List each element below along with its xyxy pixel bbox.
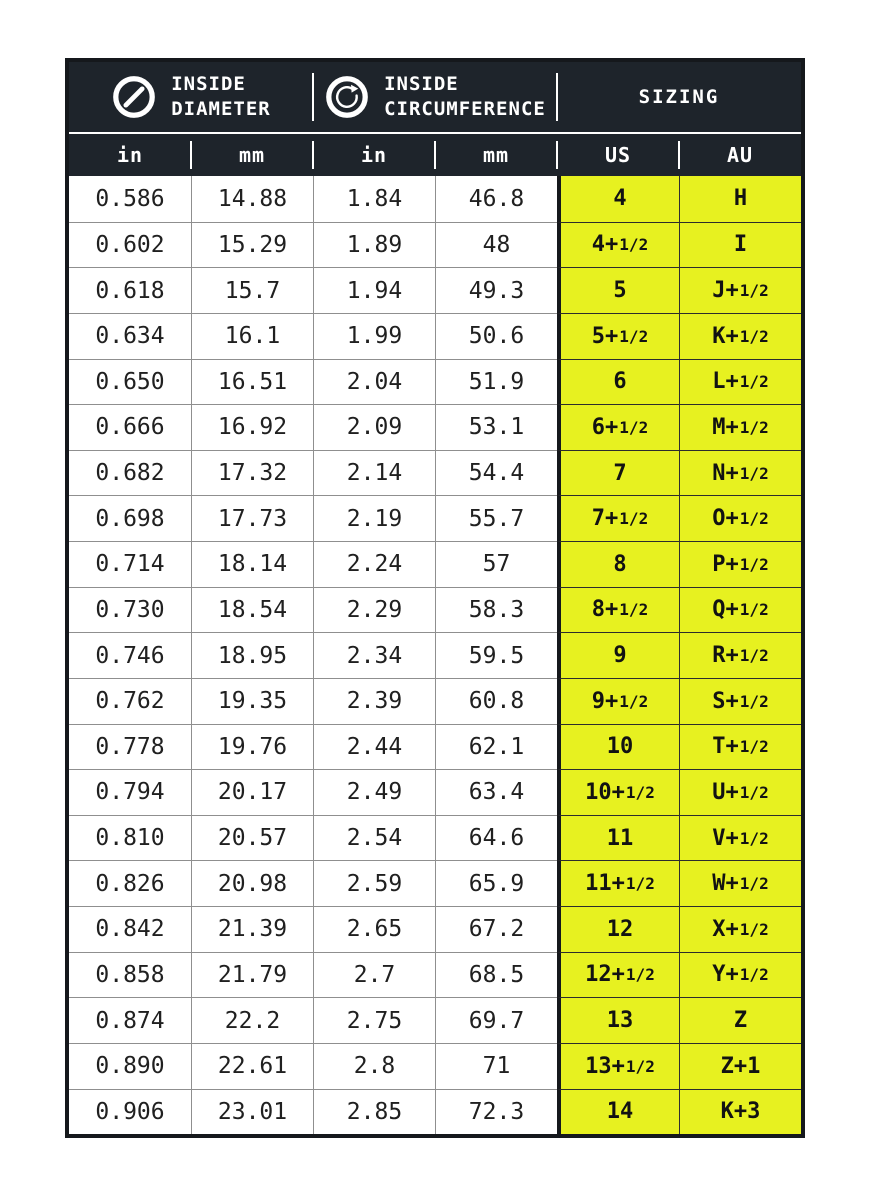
cell-circumference-mm: 57 (435, 541, 557, 587)
cell-circumference-in: 2.14 (313, 450, 435, 496)
cell-us-size: 7 (557, 450, 679, 496)
cell-diameter-in: 0.714 (69, 541, 191, 587)
table-row (69, 541, 801, 587)
cell-au-size: T+ 1/2 (679, 724, 801, 770)
cell-us-size: 4+ 1/2 (557, 222, 679, 268)
cell-diameter-in: 0.634 (69, 313, 191, 359)
unit-label-diameter-in: in (116, 143, 144, 167)
cell-au-size: Q+ 1/2 (679, 587, 801, 633)
table-row (69, 860, 801, 906)
cell-diameter-mm: 22.61 (191, 1043, 313, 1089)
cell-diameter-in: 0.586 (69, 176, 191, 222)
cell-circumference-in: 2.59 (313, 860, 435, 906)
cell-au-size: O+ 1/2 (679, 495, 801, 541)
cell-diameter-mm: 20.98 (191, 860, 313, 906)
table-row (69, 769, 801, 815)
cell-diameter-mm: 20.57 (191, 815, 313, 861)
cell-circumference-in: 1.99 (313, 313, 435, 359)
cell-diameter-in: 0.810 (69, 815, 191, 861)
cell-us-size: 8 (557, 541, 679, 587)
cell-diameter-mm: 18.54 (191, 587, 313, 633)
unit-label-diameter-mm: mm (191, 134, 313, 176)
cell-diameter-in: 0.666 (69, 404, 191, 450)
cell-au-size: R+ 1/2 (679, 632, 801, 678)
table-row (69, 815, 801, 861)
cell-diameter-mm: 22.2 (191, 997, 313, 1043)
cell-circumference-mm: 71 (435, 1043, 557, 1089)
table-row (69, 359, 801, 405)
cell-diameter-mm: 16.51 (191, 359, 313, 405)
cell-diameter-in: 0.682 (69, 450, 191, 496)
cell-diameter-mm: 15.7 (191, 267, 313, 313)
table-row (69, 176, 801, 222)
cell-diameter-in: 0.858 (69, 952, 191, 998)
cell-au-size: J+ 1/2 (679, 267, 801, 313)
diameter-icon (111, 74, 157, 120)
cell-au-size: K+3 (679, 1089, 801, 1135)
table-row (69, 587, 801, 633)
cell-au-size: P+ 1/2 (679, 541, 801, 587)
header-section-sizing (557, 62, 801, 132)
cell-circumference-in: 2.7 (313, 952, 435, 998)
cell-diameter-in: 0.650 (69, 359, 191, 405)
unit-label-circumference-mm: mm (435, 134, 557, 176)
cell-us-size: 10 (557, 724, 679, 770)
cell-us-size: 14 (557, 1089, 679, 1135)
cell-au-size: K+ 1/2 (679, 313, 801, 359)
table-row (69, 997, 801, 1043)
header-line: INSIDE (384, 72, 459, 95)
cell-diameter-in: 0.842 (69, 906, 191, 952)
cell-circumference-in: 2.44 (313, 724, 435, 770)
cell-circumference-in: 1.89 (313, 222, 435, 268)
cell-us-size: 11+ 1/2 (557, 860, 679, 906)
cell-circumference-mm: 72.3 (435, 1089, 557, 1135)
cell-us-size: 11 (557, 815, 679, 861)
cell-circumference-mm: 67.2 (435, 906, 557, 952)
unit-label-au: AU (679, 134, 801, 176)
cell-diameter-mm: 19.76 (191, 724, 313, 770)
cell-circumference-in: 1.94 (313, 267, 435, 313)
table-row (69, 678, 801, 724)
cell-circumference-in: 2.29 (313, 587, 435, 633)
cell-diameter-mm: 20.17 (191, 769, 313, 815)
header-line: CIRCUMFERENCE (384, 98, 546, 120)
header-title-sizing: SIZING (638, 86, 720, 108)
cell-circumference-mm: 63.4 (435, 769, 557, 815)
table-row (69, 404, 801, 450)
cell-circumference-in: 2.19 (313, 495, 435, 541)
cell-circumference-mm: 50.6 (435, 313, 557, 359)
cell-diameter-in: 0.602 (69, 222, 191, 268)
cell-us-size: 6 (557, 359, 679, 405)
cell-diameter-mm: 18.14 (191, 541, 313, 587)
cell-us-size: 10+ 1/2 (557, 769, 679, 815)
table-header (69, 62, 801, 176)
cell-us-size: 13+ 1/2 (557, 1043, 679, 1089)
table-row (69, 632, 801, 678)
cell-circumference-in: 2.85 (313, 1089, 435, 1135)
cell-us-size: 13 (557, 997, 679, 1043)
header-title-inside-diameter (171, 72, 271, 122)
cell-diameter-in: 0.778 (69, 724, 191, 770)
table-row (69, 267, 801, 313)
cell-diameter-mm: 16.1 (191, 313, 313, 359)
cell-us-size: 5 (557, 267, 679, 313)
header-section-inside-circumference (313, 62, 557, 132)
cell-au-size: S+ 1/2 (679, 678, 801, 724)
cell-us-size: 6+ 1/2 (557, 404, 679, 450)
cell-circumference-in: 2.54 (313, 815, 435, 861)
cell-au-size: W+ 1/2 (679, 860, 801, 906)
cell-circumference-in: 2.75 (313, 997, 435, 1043)
cell-au-size: U+ 1/2 (679, 769, 801, 815)
cell-circumference-mm: 51.9 (435, 359, 557, 405)
cell-au-size: Z+1 (679, 1043, 801, 1089)
ring-sizing-chart (65, 58, 805, 1138)
cell-diameter-in: 0.890 (69, 1043, 191, 1089)
cell-diameter-mm: 19.35 (191, 678, 313, 724)
cell-diameter-mm: 17.32 (191, 450, 313, 496)
cell-diameter-in: 0.746 (69, 632, 191, 678)
cell-diameter-mm: 18.95 (191, 632, 313, 678)
table-row (69, 952, 801, 998)
cell-circumference-in: 1.84 (313, 176, 435, 222)
cell-diameter-in: 0.906 (69, 1089, 191, 1135)
table-row (69, 1043, 801, 1089)
table-row (69, 906, 801, 952)
cell-au-size: Z (679, 997, 801, 1043)
cell-au-size: I (679, 222, 801, 268)
cell-us-size: 5+ 1/2 (557, 313, 679, 359)
unit-label-circumference-in: in (313, 134, 435, 176)
circumference-icon (324, 74, 370, 120)
header-section-inside-diameter (69, 62, 313, 132)
cell-au-size: V+ 1/2 (679, 815, 801, 861)
table-row (69, 450, 801, 496)
cell-circumference-in: 2.04 (313, 359, 435, 405)
cell-us-size: 7+ 1/2 (557, 495, 679, 541)
cell-us-size: 4 (557, 176, 679, 222)
cell-circumference-mm: 53.1 (435, 404, 557, 450)
cell-circumference-in: 2.34 (313, 632, 435, 678)
cell-us-size: 9 (557, 632, 679, 678)
cell-circumference-mm: 62.1 (435, 724, 557, 770)
cell-us-size: 9+ 1/2 (557, 678, 679, 724)
cell-circumference-mm: 60.8 (435, 678, 557, 724)
unit-label-us: US (557, 134, 679, 176)
units-row (69, 134, 801, 176)
cell-diameter-in: 0.618 (69, 267, 191, 313)
cell-circumference-in: 2.65 (313, 906, 435, 952)
cell-circumference-in: 2.39 (313, 678, 435, 724)
cell-circumference-mm: 58.3 (435, 587, 557, 633)
cell-circumference-mm: 59.5 (435, 632, 557, 678)
cell-circumference-mm: 69.7 (435, 997, 557, 1043)
header-line: DIAMETER (171, 98, 271, 120)
cell-diameter-mm: 14.88 (191, 176, 313, 222)
header-title-inside-circumference (384, 72, 546, 122)
cell-diameter-mm: 17.73 (191, 495, 313, 541)
cell-diameter-mm: 16.92 (191, 404, 313, 450)
table-row (69, 724, 801, 770)
cell-diameter-in: 0.826 (69, 860, 191, 906)
cell-circumference-in: 2.09 (313, 404, 435, 450)
cell-diameter-in: 0.794 (69, 769, 191, 815)
cell-au-size: X+ 1/2 (679, 906, 801, 952)
cell-diameter-in: 0.874 (69, 997, 191, 1043)
cell-us-size: 8+ 1/2 (557, 587, 679, 633)
cell-diameter-in: 0.698 (69, 495, 191, 541)
cell-us-size: 12 (557, 906, 679, 952)
cell-diameter-mm: 23.01 (191, 1089, 313, 1135)
cell-au-size: N+ 1/2 (679, 450, 801, 496)
cell-us-size: 12+ 1/2 (557, 952, 679, 998)
table-row (69, 1089, 801, 1135)
cell-circumference-mm: 49.3 (435, 267, 557, 313)
cell-au-size: Y+ 1/2 (679, 952, 801, 998)
cell-circumference-mm: 68.5 (435, 952, 557, 998)
cell-circumference-mm: 65.9 (435, 860, 557, 906)
cell-circumference-mm: 64.6 (435, 815, 557, 861)
table-row (69, 495, 801, 541)
cell-circumference-mm: 48 (435, 222, 557, 268)
cell-diameter-mm: 21.39 (191, 906, 313, 952)
table-row (69, 222, 801, 268)
cell-diameter-in: 0.730 (69, 587, 191, 633)
cell-circumference-mm: 54.4 (435, 450, 557, 496)
table-body (69, 176, 801, 1134)
table-row (69, 313, 801, 359)
cell-au-size: L+ 1/2 (679, 359, 801, 405)
cell-circumference-mm: 55.7 (435, 495, 557, 541)
cell-circumference-in: 2.8 (313, 1043, 435, 1089)
cell-circumference-in: 2.49 (313, 769, 435, 815)
cell-diameter-mm: 21.79 (191, 952, 313, 998)
cell-diameter-in: 0.762 (69, 678, 191, 724)
cell-au-size: M+ 1/2 (679, 404, 801, 450)
cell-circumference-mm: 46.8 (435, 176, 557, 222)
cell-circumference-in: 2.24 (313, 541, 435, 587)
header-title-row (69, 62, 801, 132)
header-line: INSIDE (171, 72, 246, 95)
cell-diameter-mm: 15.29 (191, 222, 313, 268)
cell-au-size: H (679, 176, 801, 222)
